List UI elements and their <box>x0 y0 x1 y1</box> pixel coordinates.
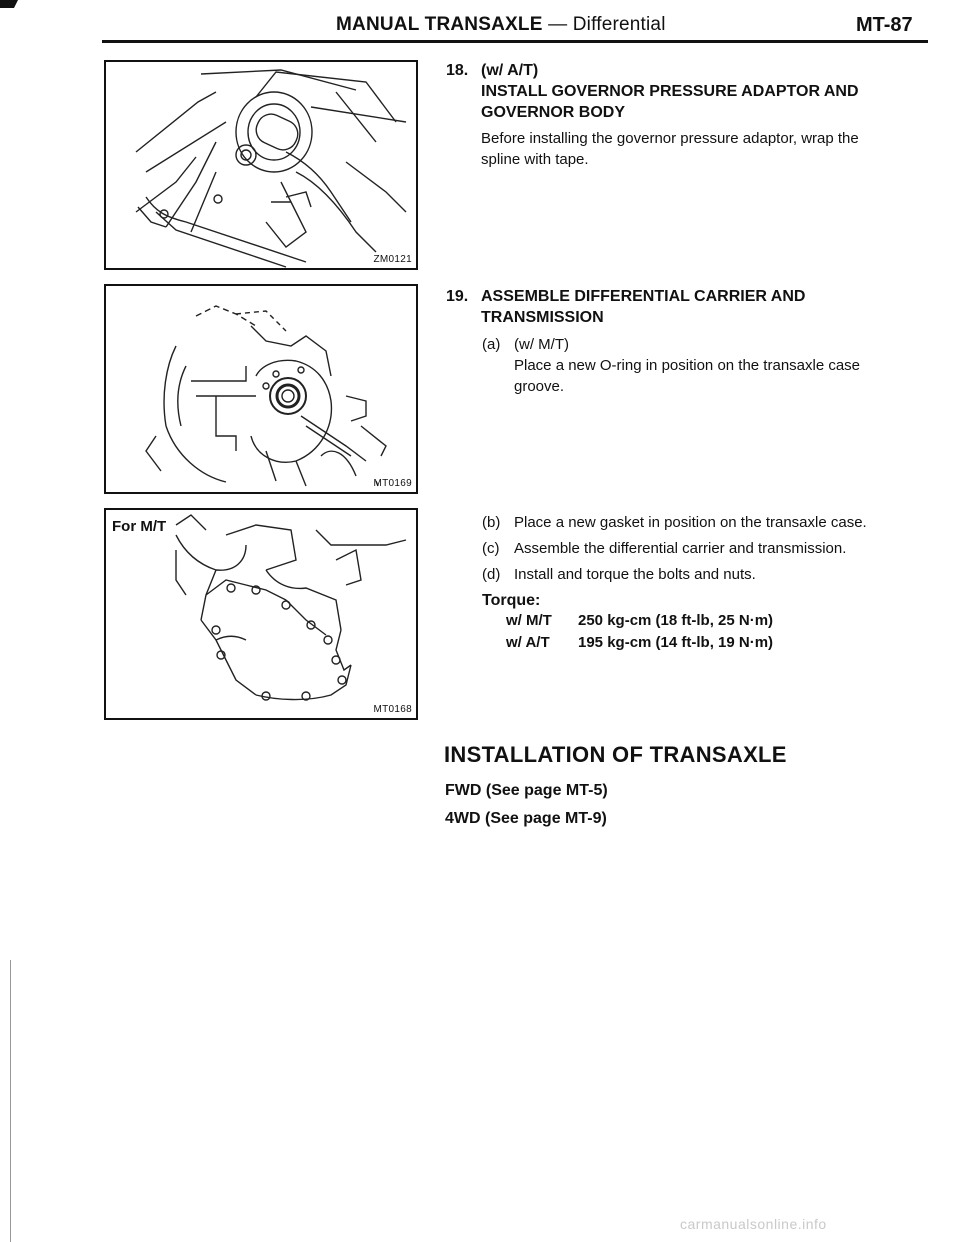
figure-gasket-placement <box>104 508 418 720</box>
governor-adaptor-illustration <box>106 62 416 268</box>
reference-4wd: 4WD (See page MT-9) <box>445 810 607 827</box>
step-19b-text: Place a new gasket in position on the transaxle case. <box>514 514 867 531</box>
step-19a-letter: (a) <box>482 336 501 353</box>
page-number: MT-87 <box>856 14 913 36</box>
header-subtitle: Differential <box>572 14 666 35</box>
figure-code: ZM0121 <box>373 254 412 265</box>
reference-fwd: FWD (See page MT-5) <box>445 782 608 799</box>
section-title: INSTALLATION OF TRANSAXLE <box>444 742 787 767</box>
step-18-number: 18. <box>446 62 469 79</box>
torque-value: 250 kg-cm (18 ft-lb, 25 N·m) <box>578 612 774 629</box>
footer-watermark: carmanualsonline.info <box>680 1216 827 1232</box>
figure-label: For M/T <box>112 518 167 535</box>
step-19d-letter: (d) <box>482 566 501 583</box>
step-19a-line3: groove. <box>514 378 565 395</box>
torque-row-at <box>506 634 773 651</box>
o-ring-illustration <box>106 286 416 492</box>
header-manual-title: MANUAL TRANSAXLE <box>336 14 543 35</box>
step-19-title-line2: TRANSMISSION <box>481 309 604 326</box>
torque-label: Torque: <box>482 592 541 609</box>
figure-code: MT0168 <box>373 704 412 715</box>
header-rule <box>102 40 928 43</box>
step-19c-letter: (c) <box>482 540 500 557</box>
step-18-heading <box>481 60 859 123</box>
step-18-title-line2: GOVERNOR BODY <box>481 104 626 121</box>
step-19c-text: Assemble the differential carrier and transmission. <box>514 540 847 557</box>
torque-row-mt <box>506 612 773 629</box>
step-18-condition: (w/ A/T) <box>481 62 539 79</box>
step-19-title-line1: ASSEMBLE DIFFERENTIAL CARRIER AND <box>481 288 806 305</box>
step-18-body-line1: Before installing the governor pressure adaptor, wrap the <box>481 130 859 147</box>
step-19b-letter: (b) <box>482 514 501 531</box>
step-18-body <box>481 128 859 170</box>
torque-condition: w/ M/T <box>506 612 552 629</box>
left-margin-line <box>10 960 11 1242</box>
page-header-title <box>336 14 666 36</box>
torque-condition: w/ A/T <box>506 634 550 651</box>
step-19-heading <box>481 286 805 328</box>
figure-o-ring-placement <box>104 284 418 494</box>
figure-governor-adaptor <box>104 60 418 270</box>
step-19a-text <box>514 334 860 397</box>
step-19a-line2: Place a new O-ring in position on the transaxle case <box>514 357 861 374</box>
step-18-body-line2: spline with tape. <box>481 151 589 168</box>
gasket-illustration <box>106 510 416 718</box>
step-19a-condition: (w/ M/T) <box>514 336 569 353</box>
figure-code: MT0169 <box>373 478 412 489</box>
header-dash: — <box>548 14 568 35</box>
step-18-title-line1: INSTALL GOVERNOR PRESSURE ADAPTOR AND <box>481 83 859 100</box>
torque-value: 195 kg-cm (14 ft-lb, 19 N·m) <box>578 634 774 651</box>
step-19-number: 19. <box>446 288 469 305</box>
corner-mark <box>0 0 18 10</box>
step-19d-text: Install and torque the bolts and nuts. <box>514 566 756 583</box>
